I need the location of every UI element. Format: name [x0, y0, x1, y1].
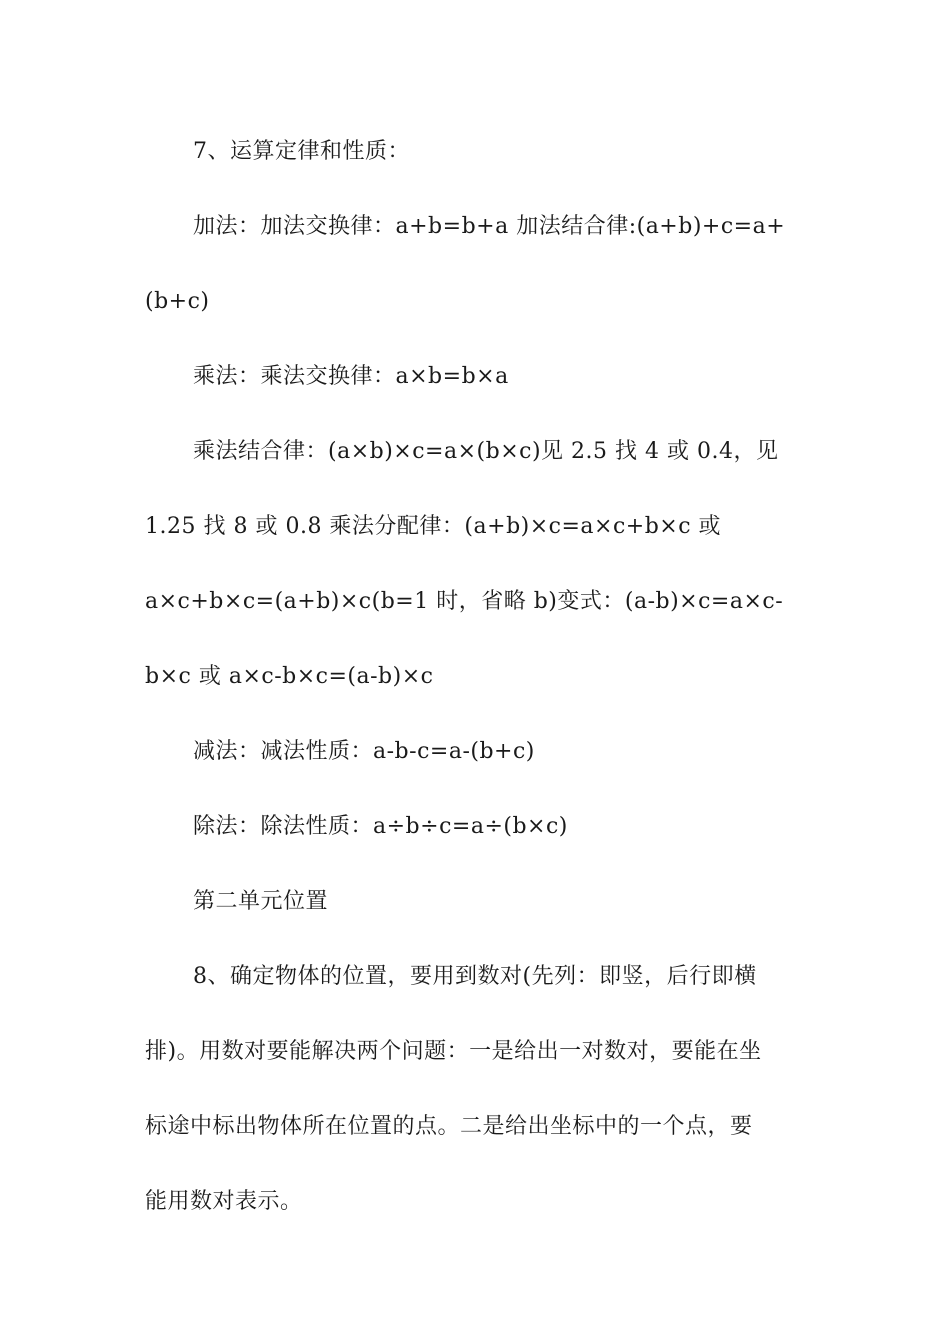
section-8-paragraph-line-1: 8、确定物体的位置，要用到数对(先列：即竖，后行即横: [193, 964, 757, 989]
unit-2-heading: 第二单元位置: [193, 889, 329, 914]
distributive-variant-line: a×c+b×c=(a+b)×c(b=1 时，省略 b)变式：(a-b)×c=a×c-: [145, 589, 784, 614]
section-8-paragraph-line-4: 能用数对表示。: [145, 1189, 303, 1214]
section-8-paragraph-line-2: 排)。用数对要能解决两个问题：一是给出一对数对，要能在坐: [145, 1039, 762, 1064]
multiplication-distributive-line: 1.25 找 8 或 0.8 乘法分配律：(a+b)×c=a×c+b×c 或: [145, 514, 722, 539]
section-7-heading: 7、运算定律和性质：: [193, 139, 410, 164]
addition-laws-line: 加法：加法交换律：a+b=b+a 加法结合律:(a+b)+c=a+: [193, 214, 786, 239]
subtraction-property-line: 减法：减法性质：a-b-c=a-(b+c): [193, 739, 535, 764]
multiplication-commutative-line: 乘法：乘法交换律：a×b=b×a: [193, 364, 509, 389]
distributive-variant-continuation: b×c 或 a×c-b×c=(a-b)×c: [145, 664, 434, 689]
section-8-paragraph-line-3: 标途中标出物体所在位置的点。二是给出坐标中的一个点，要: [145, 1114, 753, 1139]
division-property-line: 除法：除法性质：a÷b÷c=a÷(b×c): [193, 814, 568, 839]
addition-laws-continuation: (b+c): [145, 289, 210, 314]
multiplication-associative-line: 乘法结合律：(a×b)×c=a×(b×c)见 2.5 找 4 或 0.4，见: [193, 439, 779, 464]
